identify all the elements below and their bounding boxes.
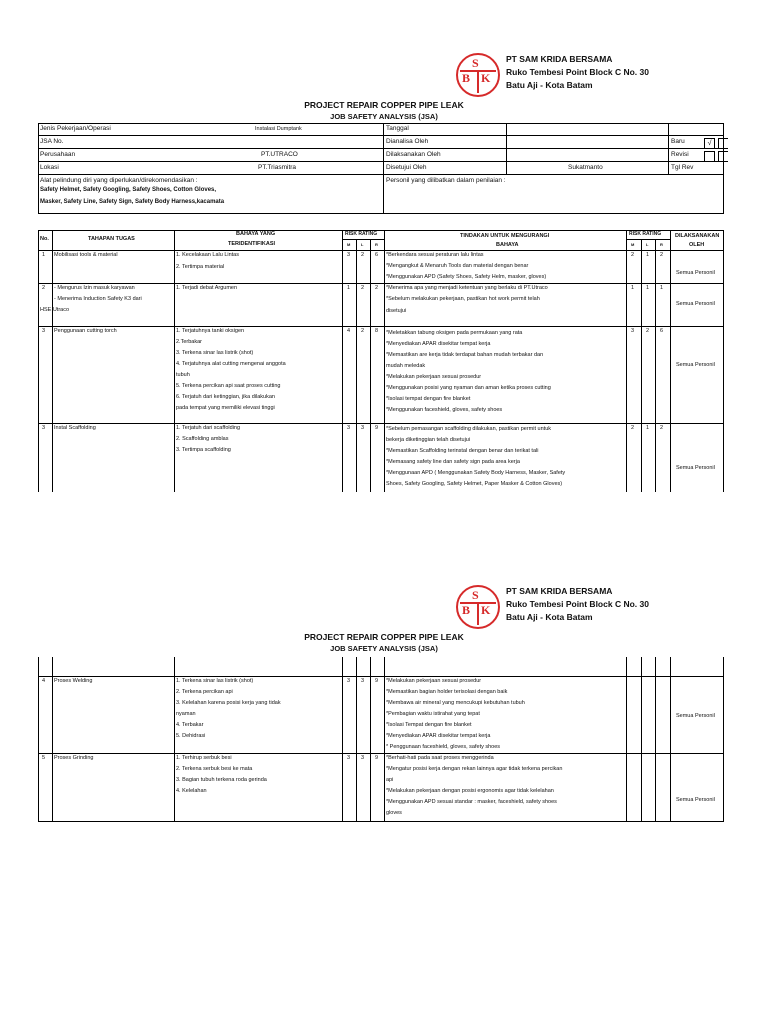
table-cell-text: *Berhati-hati pada saat proses menggerinda — [386, 755, 494, 761]
table-cell-text: 8 — [375, 328, 379, 334]
table-cell-text: 1 — [42, 252, 46, 258]
revisi-label: Revisi — [671, 151, 689, 158]
table-cell-text: pada tempat yang memiliki elevasi tinggi — [176, 405, 275, 411]
company-address-1: Ruko Tembesi Point Block C No. 30 — [506, 67, 649, 77]
table-cell-text: tubuh — [176, 372, 190, 378]
table-cell-text: gloves — [386, 810, 402, 816]
table-cell-text: 2. Terkena serbuk besi ke mata — [176, 766, 253, 772]
table-cell-text: Semua Personil — [676, 301, 715, 307]
table-cell-text: 1 — [631, 285, 635, 291]
table-cell-text: 1 — [646, 425, 650, 431]
table-cell-text: 3. Kelelahan karena posisi kerja yang tidak — [176, 700, 281, 706]
table-cell-text: 4 — [42, 678, 46, 684]
table-cell-text: *Menggunakan APD sesuai standar : masker, faceshield, safety shoes — [386, 799, 557, 805]
document-subtitle: JOB SAFETY ANALYSIS (JSA) — [330, 112, 438, 121]
table-cell-text: *Mengangkut & Menaruh Tools dan material dengan benar — [386, 263, 529, 269]
company-name: PT SAM KRIDA BERSAMA — [506, 54, 613, 64]
table-cell-text: *Berkendara sesuai peraturan lalu lintas — [386, 252, 484, 258]
table-cell-text: Semua Personil — [676, 465, 715, 471]
table-cell-text: 3 — [347, 425, 351, 431]
table-cell-text: 1 — [660, 285, 664, 291]
document-subtitle: JOB SAFETY ANALYSIS (JSA) — [330, 644, 438, 653]
table-cell-text: 4. Terjatuhnya alat cutting mengenai anggota — [176, 361, 286, 367]
company-address-1: Ruko Tembesi Point Block C No. 30 — [506, 599, 649, 609]
table-cell-text: *Memastikan Scaffolding terinstal dengan benar dan terikat tali — [386, 448, 539, 454]
perusahaan-label: Perusahaan — [40, 151, 76, 158]
table-cell-text: 6. Terjatuh dari ketinggian, jika dilakukan — [176, 394, 275, 400]
table-cell-text: - Mengurus Izin masuk karyawan — [54, 285, 135, 291]
col-bahaya-2: TERIDENTIFIKASI — [228, 241, 276, 247]
col-tindakan-1: TINDAKAN UNTUK MENGURANGI — [460, 233, 550, 239]
table-cell-text: nyaman — [176, 711, 196, 717]
table-cell-text: 2 — [361, 328, 365, 334]
table-cell-text: 1. Terhirup serbuk besi — [176, 755, 232, 761]
table-cell-text: *Memasang safety line dan safety sign pada area kerja — [386, 459, 520, 465]
table-cell-text: bekerja diketinggian telah disetujui — [386, 437, 471, 443]
col-risk-r: R — [375, 242, 378, 247]
table-cell-text: *Melakukan pekerjaan dengan posisi ergonomis agar tidak kelelahan — [386, 788, 554, 794]
table-cell-text: 2 — [646, 328, 650, 334]
document-page-2 — [0, 565, 768, 1024]
col-risk2-l: L — [646, 242, 649, 247]
logo-letter: S — [472, 56, 479, 70]
table-cell-text: *Menggunakan faceshield, gloves, safety shoes — [386, 407, 503, 413]
table-cell-text: *Melakukan pekerjaan sesuai prosedur — [386, 374, 482, 380]
company-address-2: Batu Aji - Kota Batam — [506, 612, 593, 622]
table-cell-text: Proses Welding — [54, 678, 93, 684]
table-cell-text: 2. Terkena percikan api — [176, 689, 233, 695]
personil-label: Personil yang dilibatkan dalam penilaian : — [386, 177, 506, 184]
logo-letter: B — [462, 603, 471, 617]
table-cell-text: *Membawa air mineral yang mencukupi kebutuhan tubuh — [386, 700, 525, 706]
table-cell-text: 3 — [347, 252, 351, 258]
table-cell-text: 5 — [42, 755, 46, 761]
baru-checkbox-2 — [718, 138, 728, 149]
table-cell-text: 1. Terjadi debat Argumen — [176, 285, 238, 291]
table-cell-text: 5. Terkena percikan api saat proses cutting — [176, 383, 281, 389]
table-cell-text: *Isolasi Tempat dengan fire blanket — [386, 722, 472, 728]
table-cell-text: Shoes, Safety Googling, Safety Helmet, Paper Masker & Cotton Gloves) — [386, 481, 563, 487]
table-cell-text: 3 — [42, 328, 46, 334]
table-cell-text: Mobilisasi tools & material — [54, 252, 118, 258]
perusahaan-value: PT.UTRACO — [261, 151, 298, 158]
table-cell-text: HSE Utraco — [40, 307, 70, 313]
disetujui-value: Sukatmanto — [568, 164, 603, 171]
table-cell-text: *Menyediakan APAR disekitar tempat kerja — [386, 341, 491, 347]
col-risk2-r: R — [660, 242, 663, 247]
table-cell-text: 4. Kelelahan — [176, 788, 207, 794]
table-cell-text: *Melakukan pekerjaan sesuai prosedur — [386, 678, 482, 684]
table-cell-text: 2 — [631, 252, 635, 258]
table-cell-text: * Penggunaan faceshield, gloves, safety shoes — [386, 744, 501, 750]
company-info — [506, 53, 649, 92]
col-risk-l: L — [361, 242, 364, 247]
apd-line-1: Safety Helmet, Safety Googling, Safety Shoes, Cotton Gloves, — [40, 187, 217, 193]
table-cell-text: *Memastikan bagian holder terisolasi dengan baik — [386, 689, 508, 695]
table-cell-text: 2 — [375, 285, 379, 291]
table-cell-text: Instal Scaffolding — [54, 425, 96, 431]
apd-line-2: Masker, Safety Line, Safety Sign, Safety Body Harness,kacamata — [40, 199, 225, 205]
jsa-table-page-1 — [38, 230, 724, 492]
table-cell-text: 2 — [361, 252, 365, 258]
company-logo — [456, 53, 500, 97]
logo-letter: S — [472, 588, 479, 602]
table-cell-text: 1 — [646, 285, 650, 291]
table-cell-text: 2 — [42, 285, 46, 291]
table-cell-text: disetujui — [386, 308, 407, 314]
table-cell-text: 1 — [347, 285, 351, 291]
table-cell-text: 3. Bagian tubuh terkena roda gerinda — [176, 777, 267, 783]
table-cell-text: 2. Tertimpa material — [176, 264, 225, 270]
table-cell-text: Semua Personil — [676, 797, 715, 803]
col-no: No. — [40, 236, 49, 242]
table-cell-text: *Sebelum pemasangan scaffolding dilakukan, pastikan permit untuk — [386, 426, 551, 432]
table-cell-text: *Menggunakan posisi yang nyaman dan aman ketika proses cutting — [386, 385, 551, 391]
table-cell-text: 4 — [347, 328, 351, 334]
jsa-no-label: JSA No. — [40, 138, 64, 145]
revisi-checkbox-2 — [718, 151, 728, 162]
col-dilaksanakan-2: OLEH — [689, 242, 705, 248]
jsa-header-table — [38, 123, 724, 213]
table-cell-text: 3 — [361, 678, 365, 684]
baru-label: Baru — [671, 138, 685, 145]
table-cell-text: 3 — [347, 755, 351, 761]
table-cell-text: 9 — [375, 425, 379, 431]
col-tindakan-2: BAHAYA — [496, 242, 519, 248]
table-cell-text: 2 — [631, 425, 635, 431]
table-cell-text: Semua Personil — [676, 713, 715, 719]
table-cell-text: *Meletakkan tabung oksigen pada permukaan yang rata — [386, 330, 523, 336]
col-risk-1: RISK RATING — [345, 231, 378, 237]
logo-letter: B — [462, 71, 471, 85]
company-logo — [456, 585, 500, 629]
company-name: PT SAM KRIDA BERSAMA — [506, 586, 613, 596]
col-risk2-1: RISK RATING — [629, 231, 662, 237]
table-cell-text: - Menerima Induction Safety K3 dari — [54, 296, 142, 302]
col-dilaksanakan-1: DILAKSANAKAN — [675, 233, 720, 239]
lokasi-label: Lokasi — [40, 164, 59, 171]
jenis-label: Jenis Pekerjaan/Operasi — [40, 125, 111, 132]
table-cell-text: 3. Terkena sinar las listrik (shot) — [176, 350, 254, 356]
table-cell-text: *Menggunaan APD ( Menggunakan Safety Body Harness, Masker, Safety — [386, 470, 566, 476]
table-cell-text: *Menggunakan APD (Safety Shoes, Safety Helm, masker, gloves) — [386, 274, 547, 280]
table-cell-text: Proses Grinding — [54, 755, 94, 761]
revisi-checkbox — [704, 151, 715, 162]
table-cell-text: 5. Dehidrasi — [176, 733, 206, 739]
table-cell-text: 6 — [375, 252, 379, 258]
lokasi-value: PT.Triasmitra — [258, 164, 297, 171]
col-risk2-m: M — [631, 242, 635, 247]
table-cell-text: 3 — [631, 328, 635, 334]
table-cell-text: *Mengatur posisi kerja dengan rekan lainnya agar tidak terkena percikan — [386, 766, 563, 772]
table-cell-text: Semua Personil — [676, 270, 715, 276]
table-cell-text: *Isolasi tempat dengan fire blanket — [386, 396, 471, 402]
table-cell-text: 2. Scaffolding amblas — [176, 436, 229, 442]
table-cell-text: 2.Terbakar — [176, 339, 202, 345]
apd-label: Alat pelindung diri yang diperlukan/direkomendasikan : — [40, 177, 198, 184]
table-cell-text: Penggunaan cutting torch — [54, 328, 117, 334]
table-cell-text: mudah meledak — [386, 363, 426, 369]
dianalisa-label: Dianalisa Oleh — [386, 138, 429, 145]
logo-letter: K — [481, 71, 491, 85]
company-info — [506, 585, 649, 624]
document-page-1 — [0, 0, 768, 500]
baru-checkbox: √ — [704, 138, 715, 149]
table-cell-text: 1. Kecelakaan Lalu Lintas — [176, 252, 239, 258]
table-cell-text: 1. Terkena sinar las listrik (shot) — [176, 678, 254, 684]
table-cell-text: Semua Personil — [676, 362, 715, 368]
table-cell-text: 3 — [347, 678, 351, 684]
table-cell-text: 6 — [660, 328, 664, 334]
logo-letter: K — [481, 603, 491, 617]
col-tahapan: TAHAPAN TUGAS — [88, 236, 135, 242]
table-cell-text: 1. Terjatuh dari scaffolding — [176, 425, 241, 431]
table-cell-text: *Menerima apa yang menjadi ketentuan yang berlaku di PT.Utraco — [386, 285, 548, 291]
table-cell-text: *Pembagian waktu istirahat yang tepat — [386, 711, 480, 717]
document-title: PROJECT REPAIR COPPER PIPE LEAK — [304, 632, 464, 642]
disetujui-label: Disetujui Oleh — [386, 164, 427, 171]
col-bahaya-1: BAHAYA YANG — [236, 231, 276, 237]
tglrev-label: Tgl Rev — [671, 164, 694, 171]
table-cell-text: 9 — [375, 755, 379, 761]
table-cell-text: 2 — [660, 252, 664, 258]
table-cell-text: 1. Terjatuhnya tanki oksigen — [176, 328, 245, 334]
table-cell-text: *Memastikan are kerja tidak terdapat bahan mudah terbakar dan — [386, 352, 544, 358]
table-cell-text: api — [386, 777, 394, 783]
table-cell-text: 4. Terbakar — [176, 722, 204, 728]
dilaksanakan-label: Dilaksanakan Oleh — [386, 151, 441, 158]
table-cell-text: *Sebelum melakukan pekerjaan, pastikan hot work permit telah — [386, 296, 540, 302]
table-cell-text: 3 — [42, 425, 46, 431]
table-cell-text: 2 — [660, 425, 664, 431]
col-risk-m: M — [347, 242, 351, 247]
jenis-value: Instalasi Dumptank — [255, 126, 302, 132]
table-cell-text: 1 — [646, 252, 650, 258]
document-title: PROJECT REPAIR COPPER PIPE LEAK — [304, 100, 464, 110]
table-cell-text: 3 — [361, 755, 365, 761]
table-cell-text: 3 — [361, 425, 365, 431]
table-cell-text: 9 — [375, 678, 379, 684]
jsa-table-page-2 — [38, 657, 724, 821]
table-cell-text: 2 — [361, 285, 365, 291]
table-cell-text: 3. Tertimpa scaffolding — [176, 447, 231, 453]
table-cell-text: *Menyediakan APAR disekitar tempat kerja — [386, 733, 491, 739]
company-address-2: Batu Aji - Kota Batam — [506, 80, 593, 90]
tanggal-label: Tanggal — [386, 125, 409, 132]
